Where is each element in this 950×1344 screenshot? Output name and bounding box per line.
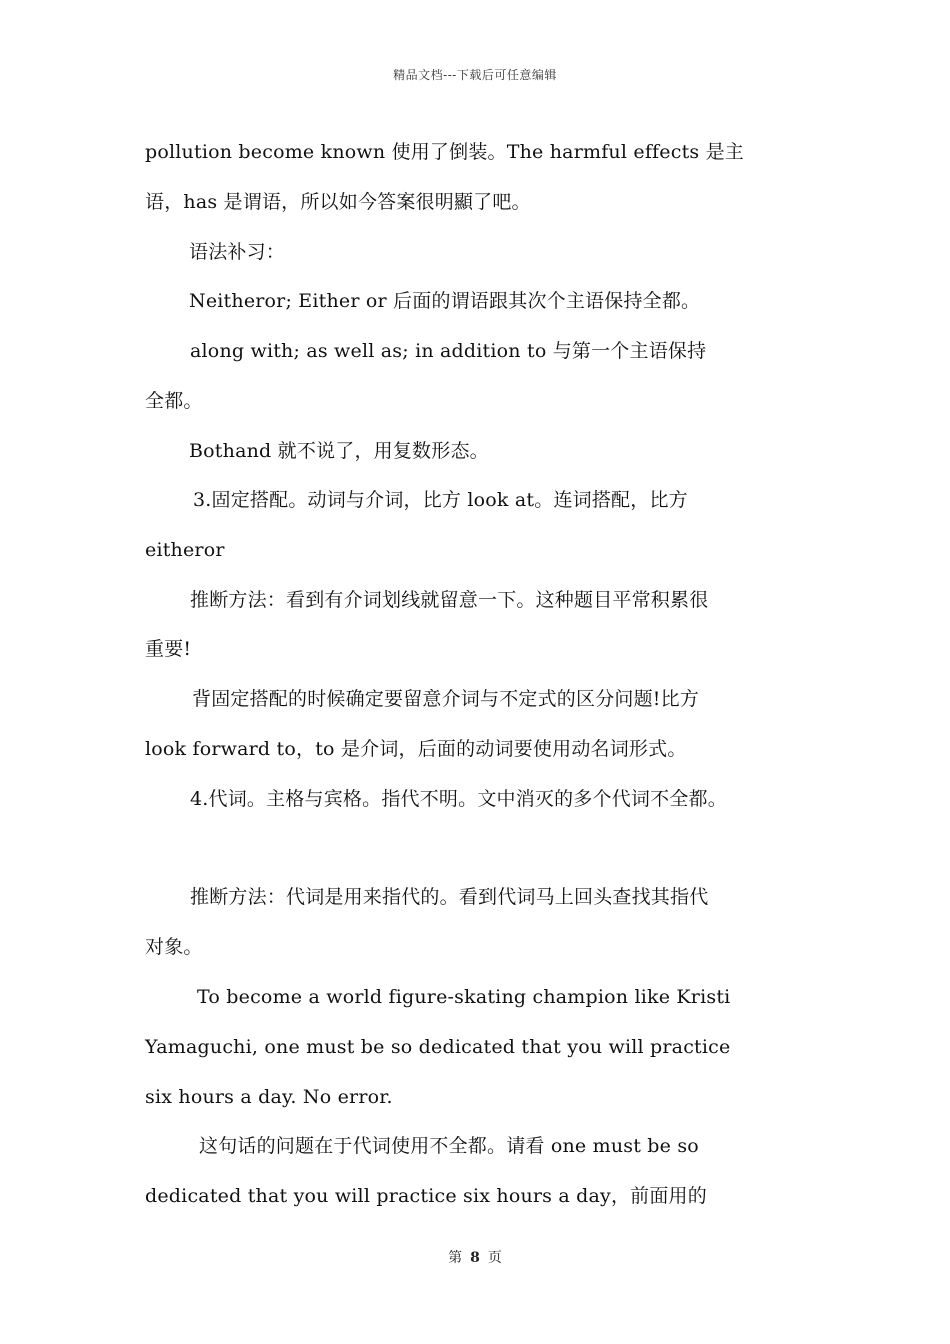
text-line-9: eitheror [145, 539, 225, 561]
text-line-15: 推断方法：代词是用来指代的。看到代词马上回头查找其指代 [190, 886, 709, 908]
page-footer [0, 1247, 950, 1267]
text-line-10: 推断方法：看到有介词划线就留意一下。这种题目平常积累很 [190, 589, 709, 611]
text-line-12: 背固定搭配的时候确定要留意介词与不定式的区分问题!比方 [192, 688, 700, 710]
text-line-17: To become a world figure-skating champion like Kristi [197, 986, 731, 1008]
text-line-3: 语法补习： [189, 241, 286, 263]
text-line-14: 4.代词。主格与宾格。指代不明。文中消灭的多个代词不全都。 [190, 788, 727, 810]
page-number-suffix: 页 [487, 1250, 502, 1266]
text-line-19: six hours a day. No error. [145, 1086, 393, 1108]
text-line-18: Yamaguchi, one must be so dedicated that you will practice [145, 1036, 731, 1058]
text-line-1: pollution become known 使用了倒装。The harmful effects 是主 [145, 141, 744, 163]
text-line-21: dedicated that you will practice six hours a day，前面用的 [145, 1185, 707, 1207]
text-line-16: 对象。 [145, 936, 203, 958]
text-line-7: Bothand 就不说了，用复数形态。 [189, 440, 489, 462]
text-line-11: 重要! [145, 638, 192, 660]
text-line-13: look forward to，to 是介词，后面的动词要使用动名词形式。 [145, 738, 687, 760]
text-line-4: Neitheror; Either or 后面的谓语跟其次个主语保持全都。 [189, 290, 701, 312]
text-line-2: 语，has 是谓语，所以如今答案很明顯了吧。 [145, 191, 531, 213]
page-number: 8 [470, 1250, 480, 1266]
page-header: 精品文档---下载后可任意编辑 [393, 68, 557, 82]
text-line-5: along with; as well as; in addition to 与第一个主语保持 [190, 340, 707, 362]
text-line-20: 这句话的问题在于代词使用不全都。请看 one must be so [199, 1135, 699, 1157]
text-line-8: 3.固定搭配。动词与介词，比方 look at。连词搭配，比方 [193, 489, 688, 511]
text-line-6: 全都。 [145, 390, 203, 412]
page-number-prefix: 第 [448, 1250, 463, 1266]
